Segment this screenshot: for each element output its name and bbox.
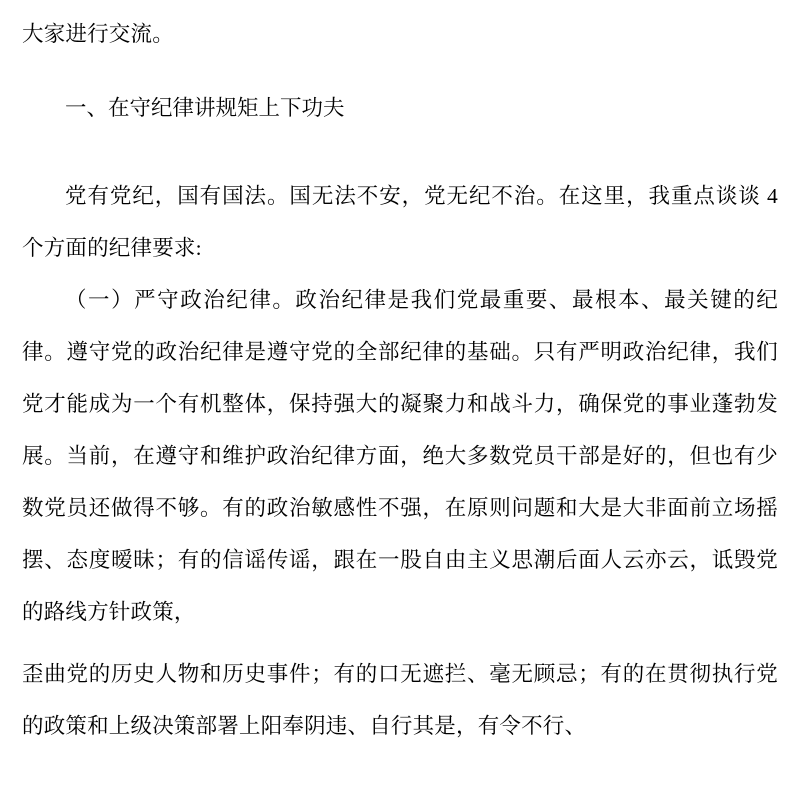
- spacer: [22, 638, 778, 648]
- paragraph-political-discipline: （一）严守政治纪律。政治纪律是我们党最重要、最根本、最关键的纪律。遵守党的政治纪律是遵守党的全部纪律的基础。只有严明政治纪律，我们党才能成为一个有机整体，保持强大的凝聚力和战斗力，确保党的事业蓬勃发展。当前，在遵守和维护政治纪律方面，绝大多数党员干部是好的，但也有少数党员还做得不够。有的政治敏感性不强，在原则问题和大是大非面前立场摇摆、态度暧昧；有的信谣传谣，跟在一股自由主义思潮后面人云亦云，诋毁党的路线方针政策，: [22, 288, 778, 624]
- paragraph-political-discipline-continued: 歪曲党的历史人物和历史事件；有的口无遮拦、毫无顾忌；有的在贯彻执行党的政策和上级决策部署上阳奉阴违、自行其是，有令不行、: [22, 662, 778, 738]
- paragraph-continuation: 大家进行交流。: [22, 22, 174, 46]
- paragraph-discipline-intro: 党有党纪，国有国法。国无法不安，党无纪不治。在这里，我重点谈谈 4 个方面的纪律要求:: [22, 184, 784, 260]
- spacer: [22, 60, 778, 82]
- section-heading: 一、在守纪律讲规矩上下功夫: [65, 96, 345, 120]
- spacer: [22, 134, 778, 170]
